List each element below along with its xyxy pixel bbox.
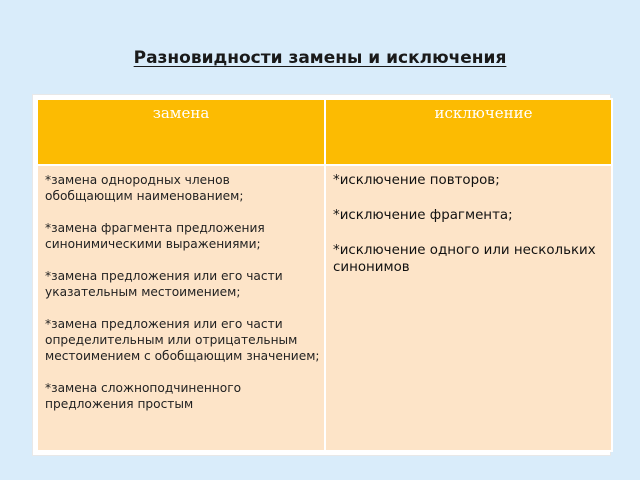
table-header-row	[37, 99, 612, 165]
comparison-table-frame	[33, 95, 610, 455]
table-body-row	[37, 165, 612, 451]
exclusion-item: *исключение повторов;	[333, 173, 500, 188]
exclusion-item: *исключение фрагмента;	[333, 208, 513, 223]
slide-title: Разновидности замены и исключения	[133, 48, 507, 68]
comparison-table	[36, 98, 613, 452]
exclusion-cell	[325, 165, 612, 451]
replacement-item: *замена сложноподчиненного предложения простым	[45, 381, 242, 411]
header-exclusion-label: исключение	[434, 104, 533, 122]
replacement-item: *замена предложения или его части указательным местоимением;	[45, 269, 283, 299]
replacement-item: *замена предложения или его части определительным или отрицательным местоимением с обобщающим значением;	[45, 317, 320, 363]
header-replacement	[37, 99, 325, 165]
header-exclusion	[325, 99, 612, 165]
replacement-cell	[37, 165, 325, 451]
header-replacement-label: замена	[152, 104, 210, 122]
replacement-item: *замена однородных членов обобщающим наименованием;	[45, 173, 244, 203]
exclusion-item: *исключение одного или нескольких синонимов	[333, 243, 596, 275]
replacement-item: *замена фрагмента предложения синонимическими выражениями;	[45, 221, 265, 251]
